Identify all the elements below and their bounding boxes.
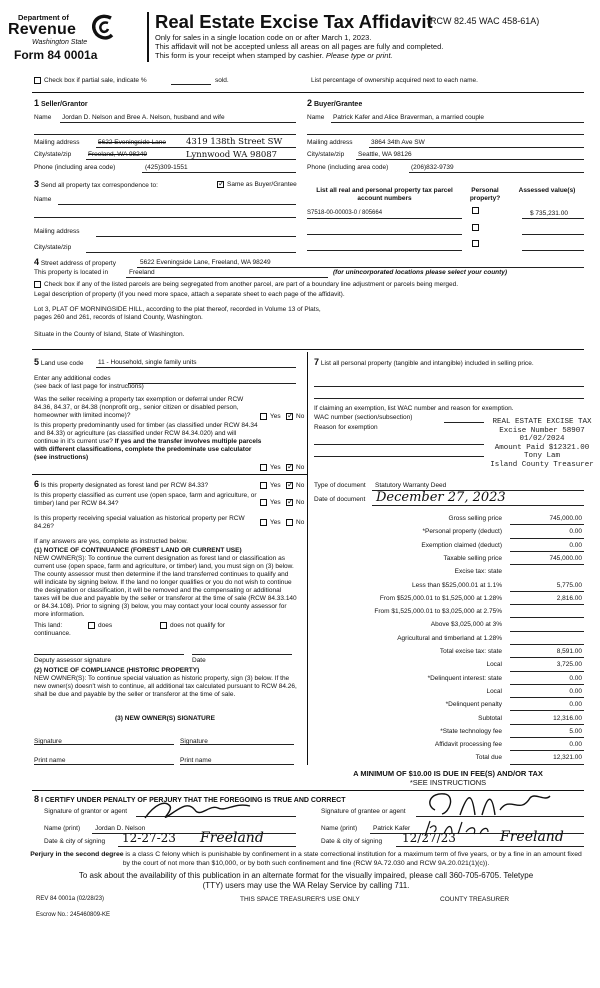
- s6-q3-no-label: No: [296, 519, 305, 526]
- owner-sig-label-2: Signature: [180, 738, 208, 745]
- s5-q2-yes-checkbox[interactable]: [260, 464, 267, 471]
- seller-mail-label: Mailing address: [34, 139, 80, 146]
- deputy-date-label: Date: [192, 657, 206, 664]
- divider-top: [32, 92, 584, 93]
- calc-row-label: Taxable selling price: [443, 554, 502, 562]
- rev-number: REV 84 0001a (02/28/23): [36, 896, 105, 902]
- alt-format-line-1: To ask about the availability of this publication in an alternate format for the visually impaired, please call 360-705-6705. Teletype: [78, 871, 534, 880]
- stamp-line-6: Island County Treasurer: [490, 460, 594, 469]
- form-title: Real Estate Excise Tax Affidavit: [155, 11, 433, 32]
- treasurer-use-label: THIS SPACE TREASURER'S USE ONLY: [240, 896, 360, 903]
- parcel-line-1: [307, 218, 462, 219]
- grantee-date-value[interactable]: 12/27/23: [402, 831, 456, 845]
- calc-row-label: Affidavit processing fee: [434, 741, 502, 749]
- s4-unincorp-note: (for unincorporated locations please select your county): [333, 269, 508, 276]
- calc-row: [310, 513, 586, 526]
- grantee-city-value[interactable]: Freeland: [500, 829, 564, 845]
- s5-q1-no-label: No: [296, 413, 305, 420]
- calc-row: [310, 659, 586, 672]
- assessed-line-1: [522, 218, 584, 219]
- s4-located-line: [126, 277, 328, 278]
- section3-label: 3 Send all property tax correspondence to:: [34, 179, 158, 189]
- grantor-sig-label: Signature of grantor or agent: [44, 808, 128, 815]
- calc-row: [310, 726, 586, 739]
- calc-row-line: [510, 710, 584, 711]
- grantor-name-label: Name (print): [44, 825, 81, 832]
- calc-row-value[interactable]: 0.00: [569, 701, 582, 709]
- s6-notice2-title: (2) NOTICE OF COMPLIANCE (HISTORIC PROPERTY): [34, 667, 200, 674]
- buyer-phone-label: Phone (including area code): [307, 164, 389, 171]
- calc-row-line: [510, 617, 584, 618]
- calc-row: [310, 619, 586, 632]
- see-instructions-note: *SEE INSTRUCTIONS: [409, 778, 487, 787]
- partial-pct-field[interactable]: [171, 84, 211, 85]
- s7-reason-line-1: [314, 444, 484, 445]
- seller-name-line-2: [34, 134, 296, 135]
- s5-q2-yes-label: Yes: [270, 464, 281, 471]
- legal-desc-line-3: Situate in the County of Island, State of Washington.: [34, 331, 185, 338]
- seller-city-struck: Freeland, WA 98249: [88, 151, 148, 158]
- s3-name-label: Name: [34, 196, 52, 203]
- logo-swirl-icon: [91, 14, 115, 42]
- s5-q2-no-checkbox[interactable]: [286, 464, 293, 471]
- calc-row-line: [510, 684, 584, 685]
- stamp-line-3: 01/02/2024: [519, 435, 565, 443]
- s6-q3: Is this property receiving special valuation as historical property per RCW 84.26?: [34, 515, 245, 530]
- calc-row-label: Above $3,025,000 at 3%: [430, 621, 502, 629]
- s6-q1-no-label: No: [296, 482, 305, 489]
- s6-this-land: This land:: [34, 622, 63, 629]
- s7-line-1: [314, 386, 584, 387]
- calc-row-label: Exemption claimed (deduct): [421, 541, 502, 549]
- s6-q2-no-label: No: [296, 499, 305, 506]
- calc-row: [310, 526, 586, 539]
- same-as-buyer-checkbox[interactable]: [217, 181, 224, 188]
- buyer-mail-value[interactable]: 3864 34th Ave SW: [371, 139, 425, 146]
- buyer-name-line: [331, 122, 584, 123]
- s6-q2: Is this property classified as current use (open space, farm and agriculture, or timber) land per RCW 84.34?: [34, 492, 257, 507]
- calc-row-value[interactable]: 5.00: [569, 727, 582, 735]
- calc-row-line: [510, 657, 584, 658]
- doc-type-label: Type of document: [314, 482, 366, 489]
- calc-row-line: [510, 551, 584, 552]
- s7-wac-line: [444, 422, 484, 423]
- calc-row-line: [510, 538, 584, 539]
- calc-row-label: *State technology fee: [440, 727, 502, 735]
- buyer-phone-value[interactable]: (206)832-9739: [411, 164, 454, 171]
- seller-city-label: City/state/zip: [34, 151, 72, 158]
- grantee-date-label: Date & city of signing: [321, 838, 383, 845]
- logo-revenue: Revenue: [8, 21, 77, 38]
- parcel-number-1[interactable]: S7518-00-00003-0 / 805664: [307, 210, 383, 216]
- minimum-fee-note: A MINIMUM OF $10.00 IS DUE IN FEE(S) AND/OR TAX: [353, 769, 543, 778]
- grantee-name-value[interactable]: Patrick Kafer: [373, 825, 411, 832]
- s7-label: 7 List all personal property (tangible and intangible) included in selling price.: [314, 357, 534, 367]
- calc-row-value[interactable]: 0.00: [569, 741, 582, 749]
- calc-row-line: [510, 724, 584, 725]
- grantee-signature-icon: [420, 790, 560, 820]
- personal-property-checkbox-1[interactable]: [472, 207, 479, 214]
- s6-does-label: does: [98, 622, 113, 629]
- s7-line-2: [314, 398, 584, 399]
- s7-reason-label: Reason for exemption: [314, 424, 378, 431]
- calc-row-line: [510, 564, 584, 565]
- calc-row-value[interactable]: 5,775.00: [556, 581, 582, 589]
- s6-q1-no-checkbox[interactable]: [286, 482, 293, 489]
- buyer-city-value[interactable]: Seattle, WA 98126: [358, 151, 412, 158]
- seller-phone-label: Phone (including area code): [34, 164, 116, 171]
- grantee-sig-label: Signature of grantee or agent: [321, 808, 406, 815]
- s6-q2-no-checkbox[interactable]: [286, 499, 293, 506]
- assessed-col-header: Assessed value(s): [518, 187, 576, 194]
- calc-row: [310, 673, 586, 686]
- calc-row-label: From $525,000.01 to $1,525,000 at 1.28%: [379, 594, 502, 602]
- s6-continuance: continuance.: [34, 630, 71, 637]
- s6-q3-no-checkbox[interactable]: [286, 519, 293, 526]
- owner-print-label-1: Print name: [34, 757, 66, 764]
- buyer-mail-label: Mailing address: [307, 139, 353, 146]
- calc-row-line: [510, 737, 584, 738]
- calc-row: [310, 566, 586, 579]
- s5-q1-yes-label: Yes: [270, 413, 281, 420]
- s4-address-line: [137, 267, 584, 268]
- s6-does-checkbox[interactable]: [88, 622, 95, 629]
- same-as-buyer-label: Same as Buyer/Grantee: [227, 181, 297, 188]
- logo-state: Washington State: [32, 39, 88, 46]
- calc-row-line: [510, 591, 584, 592]
- calc-row-label: Less than $525,000.01 at 1.1%: [412, 581, 502, 589]
- calc-row-value[interactable]: 0.00: [569, 541, 582, 549]
- calc-row: [310, 580, 586, 593]
- s6-ifyes: If any answers are yes, complete as instructed below.: [34, 538, 188, 545]
- list-pct-note: List percentage of ownership acquired next to each name.: [311, 77, 478, 84]
- s3-mail-line: [96, 236, 296, 237]
- calc-row-value[interactable]: 3,725.00: [556, 661, 582, 669]
- buyer-city-label: City/state/zip: [307, 151, 345, 158]
- parcel-col-header: List all real and personal property tax parcel account numbers: [316, 187, 453, 202]
- calc-row-line: [510, 644, 584, 645]
- seller-phone-line: [142, 172, 296, 173]
- s6-notice1-body: NEW OWNER(S): To continue the current designation as forest land or classification as current use (open space, farm and agriculture, or timber) land, you must sign on (3) below. The county assessor must then determine if the land transferred continues to qualify and will indicate by signing below. If the land no longer qualifies or you do not wish to continue the designation or classification, it will be removed and the compensating or additional taxes will be due and payable by the seller or transferor at the time of sale (RCW 84.33.140 or 84.34.108). Prior to signing (3) below, you may contact your local county assessor for more information.: [34, 555, 297, 618]
- partial-sale-checkbox[interactable]: [34, 77, 41, 84]
- assessed-line-3: [522, 250, 584, 251]
- seller-city-line: [86, 159, 296, 160]
- s5-add-codes-line: [128, 383, 296, 384]
- partial-sold-label: sold.: [215, 77, 229, 84]
- assessed-line-2: [522, 234, 584, 235]
- s5-add-codes-label: Enter any additional codes: [34, 375, 111, 382]
- segregation-checkbox[interactable]: [34, 281, 41, 288]
- calc-row-line: [510, 524, 584, 525]
- assessed-value-1[interactable]: $ 735,231.00: [530, 210, 568, 217]
- parcel-line-2: [307, 234, 462, 235]
- s5-q1: Was the seller receiving a property tax exemption or deferral under RCW 84.36, 84.37, or 84.38 (nonprofit org., senior citizen or disabled person, homeowner with limited income)?: [34, 396, 244, 419]
- s5-land-use-value[interactable]: 11 - Household, single family units: [98, 359, 197, 366]
- divider-s5: [32, 474, 308, 475]
- s3-name-line: [58, 204, 296, 205]
- grantor-date-value[interactable]: 12-27-23: [122, 831, 176, 845]
- stamp-line-2: Excise Number 58907: [499, 426, 585, 435]
- s7-wac-label: WAC number (section/subsection): [314, 414, 413, 421]
- s7-reason-line-2: [314, 456, 484, 457]
- calc-row-label: Total due: [475, 754, 502, 762]
- logo-dept-line: Department of: [18, 13, 69, 22]
- calc-row: [310, 686, 586, 699]
- alt-format-line-2: (TTY) users may use the WA Relay Service by calling 711.: [202, 881, 410, 890]
- s3-city-label: City/state/zip: [34, 244, 72, 251]
- s6-q1-yes-checkbox[interactable]: [260, 482, 267, 489]
- calc-row-line: [510, 671, 584, 672]
- s5-q2: Is this property predominantly used for timber (as classified under RCW 84.34 and 84.33) or agriculture (as classified under RCW 84.34.020) and will continue in it's current use? If yes and the transfer involves multiple parcels with different classifications, complete the predominate use calculator (see instructions): [34, 422, 262, 461]
- s6-does-not-label: does not qualify for: [170, 622, 225, 629]
- grantor-signature-icon: [140, 796, 260, 826]
- partial-sale-label: Check box if partial sale, indicate %: [44, 77, 147, 84]
- s6-q3-yes-checkbox[interactable]: [260, 519, 267, 526]
- s5-land-use-line: [96, 367, 296, 368]
- s7-exempt-label: If claiming an exemption, list WAC number and reason for exemption.: [314, 405, 514, 412]
- s6-q3-yes-label: Yes: [270, 519, 281, 526]
- calc-row-label: Excise tax: state: [454, 568, 502, 576]
- calc-row-label: *Personal property (deduct): [422, 528, 502, 536]
- header-divider: [147, 12, 149, 62]
- column-divider: [307, 352, 308, 765]
- calc-row-label: *Delinquent penalty: [445, 701, 502, 709]
- deputy-date-line: [192, 654, 292, 655]
- seller-mail-struck: 5622 Eveningside Lane: [98, 139, 166, 146]
- seller-city-value[interactable]: Lynnwood WA 98087: [186, 150, 278, 160]
- calc-row-label: Total excise tax: state: [439, 648, 502, 655]
- calc-row-value[interactable]: 745,000.00: [549, 554, 582, 562]
- s4-located-value[interactable]: Freeland: [129, 269, 155, 276]
- form-rcw-ref: (RCW 82.45 WAC 458-61A): [427, 16, 540, 26]
- owner-sig-label-1: Signature: [34, 738, 62, 745]
- segregation-label: Check box if any of the listed parcels are being segregated from another parcel, are part of a boundary line adjustment or parcels being merged.: [44, 281, 459, 288]
- grantor-date-label: Date & city of signing: [44, 838, 106, 845]
- calc-row-label: Local: [486, 661, 502, 669]
- s6-notice3-title: (3) NEW OWNER(S) SIGNATURE: [115, 715, 215, 722]
- calc-row-label: From $1,525,000.01 to $3,025,000 at 2.75%: [374, 608, 502, 616]
- divider-s4: [32, 349, 584, 350]
- calc-row-value[interactable]: 8,591.00: [556, 648, 582, 655]
- s6-q2-yes-label: Yes: [270, 499, 281, 506]
- s6-q2-yes-checkbox[interactable]: [260, 499, 267, 506]
- legal-desc-line-2: pages 260 and 261, records of Island County, Washington.: [34, 314, 203, 321]
- calc-row-label: Subtotal: [478, 714, 502, 722]
- escrow-number: Escrow No.: 245460809-KE: [36, 912, 111, 918]
- s6-does-not-checkbox[interactable]: [160, 622, 167, 629]
- calc-row: [310, 646, 586, 659]
- s5-see-back: (see back of last page for instructions): [34, 383, 144, 390]
- county-treasurer-label: COUNTY TREASURER: [440, 896, 510, 903]
- calc-row: [310, 540, 586, 553]
- seller-name-line: [60, 122, 296, 123]
- stamp-line-5: Tony Lam: [523, 452, 560, 460]
- doc-date-value[interactable]: December 27, 2023: [376, 490, 506, 505]
- s5-q1-no-checkbox[interactable]: [286, 413, 293, 420]
- seller-mail-line: [96, 147, 296, 148]
- s3-city-line: [86, 252, 296, 253]
- s4-address-label: 4 Street address of property: [34, 257, 116, 267]
- calc-row: [310, 699, 586, 712]
- parcel-line-3: [307, 250, 462, 251]
- certify-line: 8 I CERTIFY UNDER PENALTY OF PERJURY THAT THE FOREGOING IS TRUE AND CORRECT: [34, 794, 346, 804]
- doc-date-label: Date of document: [314, 496, 366, 503]
- buyer-mail-line: [369, 147, 584, 148]
- s4-address-value[interactable]: 5622 Eveningside Lane, Freeland, WA 98249: [140, 259, 271, 266]
- doc-date-line: [372, 505, 584, 506]
- calc-row-value[interactable]: 0.00: [569, 528, 582, 536]
- header-note-2: This affidavit will not be accepted unless all areas on all pages are fully and completed.: [155, 42, 444, 51]
- s5-land-use-label: 5 Land use code: [34, 357, 84, 367]
- calc-row: [310, 593, 586, 606]
- buyer-name-line-2: [307, 134, 584, 135]
- deputy-sig-line: [34, 654, 184, 655]
- calc-row-line: [510, 631, 584, 632]
- stamp-line-4: Amount Paid $12321.00: [494, 443, 590, 452]
- calc-row: [310, 633, 586, 646]
- calc-row-label: *Delinquent interest: state: [427, 674, 502, 682]
- calc-row-value[interactable]: 0.00: [569, 687, 582, 695]
- s6-notice2-body: NEW OWNER(S): To continue special valuation as historic property, sign (3) below. If the new owner(s) doesn't wish to continue, all additional tax calculated pursuant to RCW 84.26, shall be due and payable by the seller or transferor at the time of sale.: [34, 675, 297, 698]
- personal-property-checkbox-2[interactable]: [472, 224, 479, 231]
- calc-row-value[interactable]: 0.00: [569, 674, 582, 682]
- legal-desc-label: Legal description of property (if you need more space, attach a separate sheet to each page of the affidavit).: [34, 291, 345, 298]
- calc-row-line: [510, 604, 584, 605]
- personal-col-header: Personal property?: [469, 187, 501, 202]
- seller-name-label: Name: [34, 114, 52, 121]
- s5-q2-no-label: No: [296, 464, 305, 471]
- seller-heading: 1 Seller/Grantor: [34, 98, 88, 108]
- buyer-heading: 2 Buyer/Grantee: [307, 98, 363, 108]
- calc-row-line: [510, 697, 584, 698]
- calc-row: [310, 752, 586, 765]
- calc-row-label: Agricultural and timberland at 1.28%: [397, 634, 502, 642]
- legal-desc-line-1: Lot 3, PLAT OF MORNINGSIDE HILL, according to the plat thereof, recorded in Volume 13 of Plats,: [34, 306, 321, 313]
- s6-notice1-title: (1) NOTICE OF CONTINUANCE (FOREST LAND OR CURRENT USE): [34, 547, 242, 554]
- calc-row-value[interactable]: 745,000.00: [549, 515, 582, 522]
- calc-row-value[interactable]: 12,316.00: [553, 714, 582, 722]
- header-note-3: This form is your receipt when stamped by cashier. Please type or print.: [155, 51, 393, 60]
- form-number: Form 84 0001a: [14, 48, 98, 62]
- calc-row-line: [510, 750, 584, 751]
- s3-name-line-2: [34, 217, 296, 218]
- seller-mail-value[interactable]: 4319 138th Street SW: [186, 137, 283, 147]
- s6-q1-yes-label: Yes: [270, 482, 281, 489]
- grantor-city-value[interactable]: Freeland: [200, 830, 264, 846]
- s4-located-label: This property is located in: [34, 269, 109, 276]
- s3-mail-label: Mailing address: [34, 228, 80, 235]
- calc-row: [310, 739, 586, 752]
- grantor-date-line: [118, 846, 296, 847]
- personal-property-checkbox-3[interactable]: [472, 240, 479, 247]
- calc-row-line: [510, 764, 584, 765]
- calc-row-value[interactable]: 12,321.00: [553, 754, 582, 762]
- seller-name-value[interactable]: Jordan D. Nelson and Bree A. Nelson, husband and wife: [62, 114, 225, 121]
- deputy-sig-label: Deputy assessor signature: [34, 657, 111, 664]
- grantee-name-label: Name (print): [321, 825, 358, 832]
- doc-type-value[interactable]: Statutory Warranty Deed: [375, 482, 447, 489]
- buyer-name-label: Name: [307, 114, 325, 121]
- calc-row-label: Local: [486, 687, 502, 695]
- calc-row-value[interactable]: 2,816.00: [556, 594, 582, 602]
- s5-q1-yes-checkbox[interactable]: [260, 413, 267, 420]
- treasurer-stamp: [486, 418, 598, 469]
- owner-print-label-2: Print name: [180, 757, 212, 764]
- grantor-name-value[interactable]: Jordan D. Nelson: [95, 825, 146, 832]
- header-note-1: Only for sales in a single location code on or after March 1, 2023.: [155, 33, 372, 42]
- buyer-phone-line: [409, 172, 584, 173]
- perjury-notice: Perjury in the second degree is a class C felony which is punishable by confinement in a state correctional institution for a maximum term of five years, or by a fine in an amount fixed by the court of not more than $10,000, or by both such confinement and fine (RCW 9A.72.030 and RCW 9A.20.021(1)(c)).: [30, 851, 582, 867]
- s6-q1: 6 Is this property designated as forest land per RCW 84.33?: [34, 479, 209, 489]
- stamp-line-1: REAL ESTATE EXCISE TAX: [492, 418, 592, 426]
- buyer-name-value[interactable]: Patrick Kafer and Alice Braverman, a married couple: [333, 114, 485, 121]
- buyer-city-line: [356, 159, 584, 160]
- calc-row-label: Gross selling price: [448, 515, 502, 522]
- calc-row: [310, 553, 586, 566]
- seller-phone-value[interactable]: (425)309-1551: [145, 164, 188, 171]
- grantee-date-line: [396, 846, 584, 847]
- calc-row: [310, 606, 586, 619]
- calc-row: [310, 713, 586, 726]
